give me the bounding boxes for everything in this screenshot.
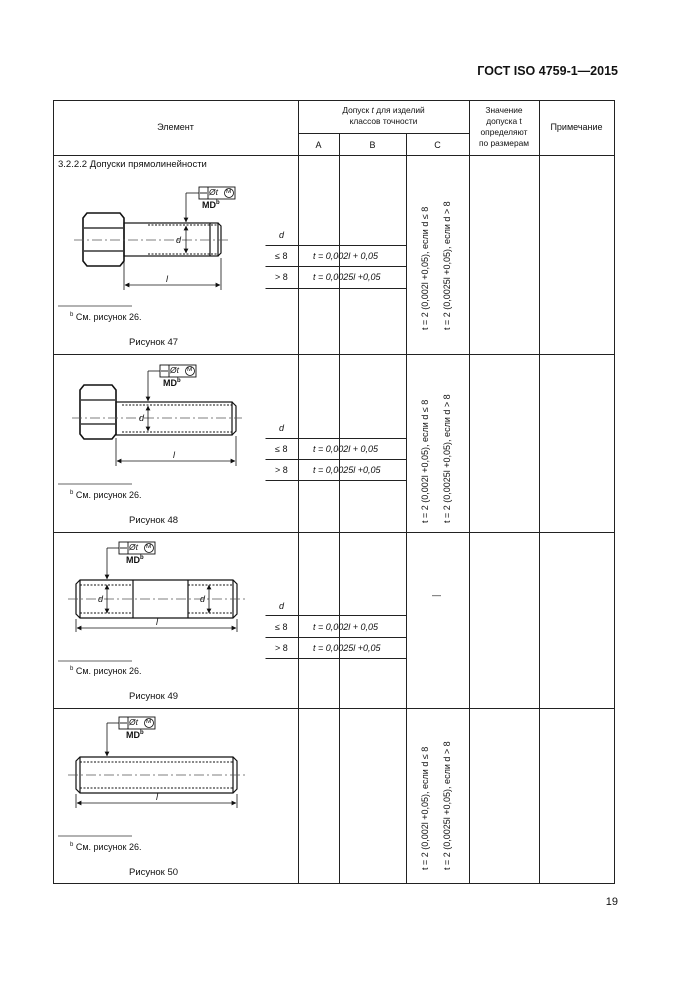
- tolerance-frame-fig49: Øt: [129, 542, 138, 552]
- diameter-label-fig49-left: d: [98, 594, 104, 604]
- range-gt8-47: > 8: [275, 272, 288, 282]
- md-label-fig47: $MD^b$: [202, 200, 220, 210]
- range-gt8-48: > 8: [275, 465, 288, 475]
- sub-header-d-47: d: [279, 230, 285, 240]
- sub-header-d-49: d: [279, 601, 285, 611]
- footnote-fig50: $^b$ См. рисунок 26.: [70, 842, 142, 852]
- col-header-class-c: C: [434, 140, 441, 150]
- diameter-label-fig47: d: [176, 235, 182, 245]
- length-label-fig48: l: [173, 450, 175, 460]
- formula-le8-49: t = 0,002l + 0,05: [313, 622, 379, 632]
- formula-gt8-47: t = 0,0025l +0,05: [313, 272, 381, 282]
- max-material-symbol-fig47: M: [226, 188, 232, 195]
- tolerance-frame-fig47: Øt: [209, 187, 218, 197]
- sub-header-d-48: d: [279, 423, 285, 433]
- formula-gt8-49: t = 0,0025l +0,05: [313, 643, 381, 653]
- range-le8-49: ≤ 8: [275, 622, 288, 632]
- length-label-fig49: l: [156, 617, 158, 627]
- class-c-formula-2-row48: t = 2 (0,0025l +0,05), если d > 8: [442, 394, 452, 523]
- formula-gt8-48: t = 0,0025l +0,05: [313, 465, 381, 475]
- formula-le8-47: t = 0,002l + 0,05: [313, 251, 379, 261]
- range-le8-48: ≤ 8: [275, 444, 288, 454]
- document-header: ГОСТ ISO 4759-1—2015: [477, 64, 618, 78]
- col-header-tolerance: Допуск t для изделий классов точности: [342, 105, 425, 126]
- tolerance-frame-fig50: Øt: [129, 717, 138, 727]
- col-header-value: Значение допуска t определяют по размерам: [478, 105, 530, 148]
- col-header-note: Примечание: [550, 122, 603, 132]
- class-c-formula-2-row50: t = 2 (0,0025l +0,05), если d > 8: [442, 741, 452, 870]
- class-c-formula-1-row50: t = 2 (0,002l +0,05), если d ≤ 8: [420, 746, 430, 870]
- max-material-symbol-fig48: M: [187, 366, 193, 373]
- bolt-drawing-fig47: [83, 213, 221, 266]
- diameter-label-fig49-right: d: [200, 594, 206, 604]
- figure-caption-49: Рисунок 49: [129, 691, 179, 702]
- footnote-fig47: $^b$ См. рисунок 26.: [70, 312, 142, 322]
- figure-caption-50: Рисунок 50: [129, 867, 179, 878]
- page-number: 19: [605, 896, 618, 908]
- class-c-formula-1-row48: t = 2 (0,002l +0,05), если d ≤ 8: [420, 399, 430, 523]
- max-material-symbol-fig49: M: [146, 543, 152, 550]
- length-label-fig47: l: [166, 274, 168, 284]
- footnote-fig49: $^b$ См. рисунок 26.: [70, 666, 142, 676]
- footnote-fig48: $^b$ См. рисунок 26.: [70, 490, 142, 500]
- col-header-class-a: A: [315, 140, 322, 150]
- md-label-fig50: $MD^b$: [126, 730, 144, 740]
- bolt-drawing-fig48: [80, 385, 236, 439]
- col-header-class-b: B: [369, 140, 376, 150]
- diameter-label-fig48: d: [139, 413, 145, 423]
- tolerance-frame-fig48: Øt: [170, 365, 179, 375]
- formula-le8-48: t = 0,002l + 0,05: [313, 444, 379, 454]
- md-label-fig49: $MD^b$: [126, 555, 144, 565]
- section-title: 3.2.2.2 Допуски прямолинейности: [58, 159, 207, 170]
- figure-caption-48: Рисунок 48: [129, 515, 179, 526]
- length-label-fig50: l: [156, 792, 158, 802]
- range-le8-47: ≤ 8: [275, 251, 288, 261]
- col-header-element: Элемент: [157, 122, 194, 132]
- class-c-dash-row49: —: [432, 590, 441, 600]
- class-c-formula-1-row47: t = 2 (0,002l +0,05), если d ≤ 8: [420, 206, 430, 330]
- class-c-formula-2-row47: t = 2 (0,0025l +0,05), если d > 8: [442, 201, 452, 330]
- md-label-fig48: $MD^b$: [163, 378, 181, 388]
- figure-caption-47: Рисунок 47: [129, 337, 179, 348]
- range-gt8-49: > 8: [275, 643, 288, 653]
- max-material-symbol-fig50: M: [146, 718, 152, 725]
